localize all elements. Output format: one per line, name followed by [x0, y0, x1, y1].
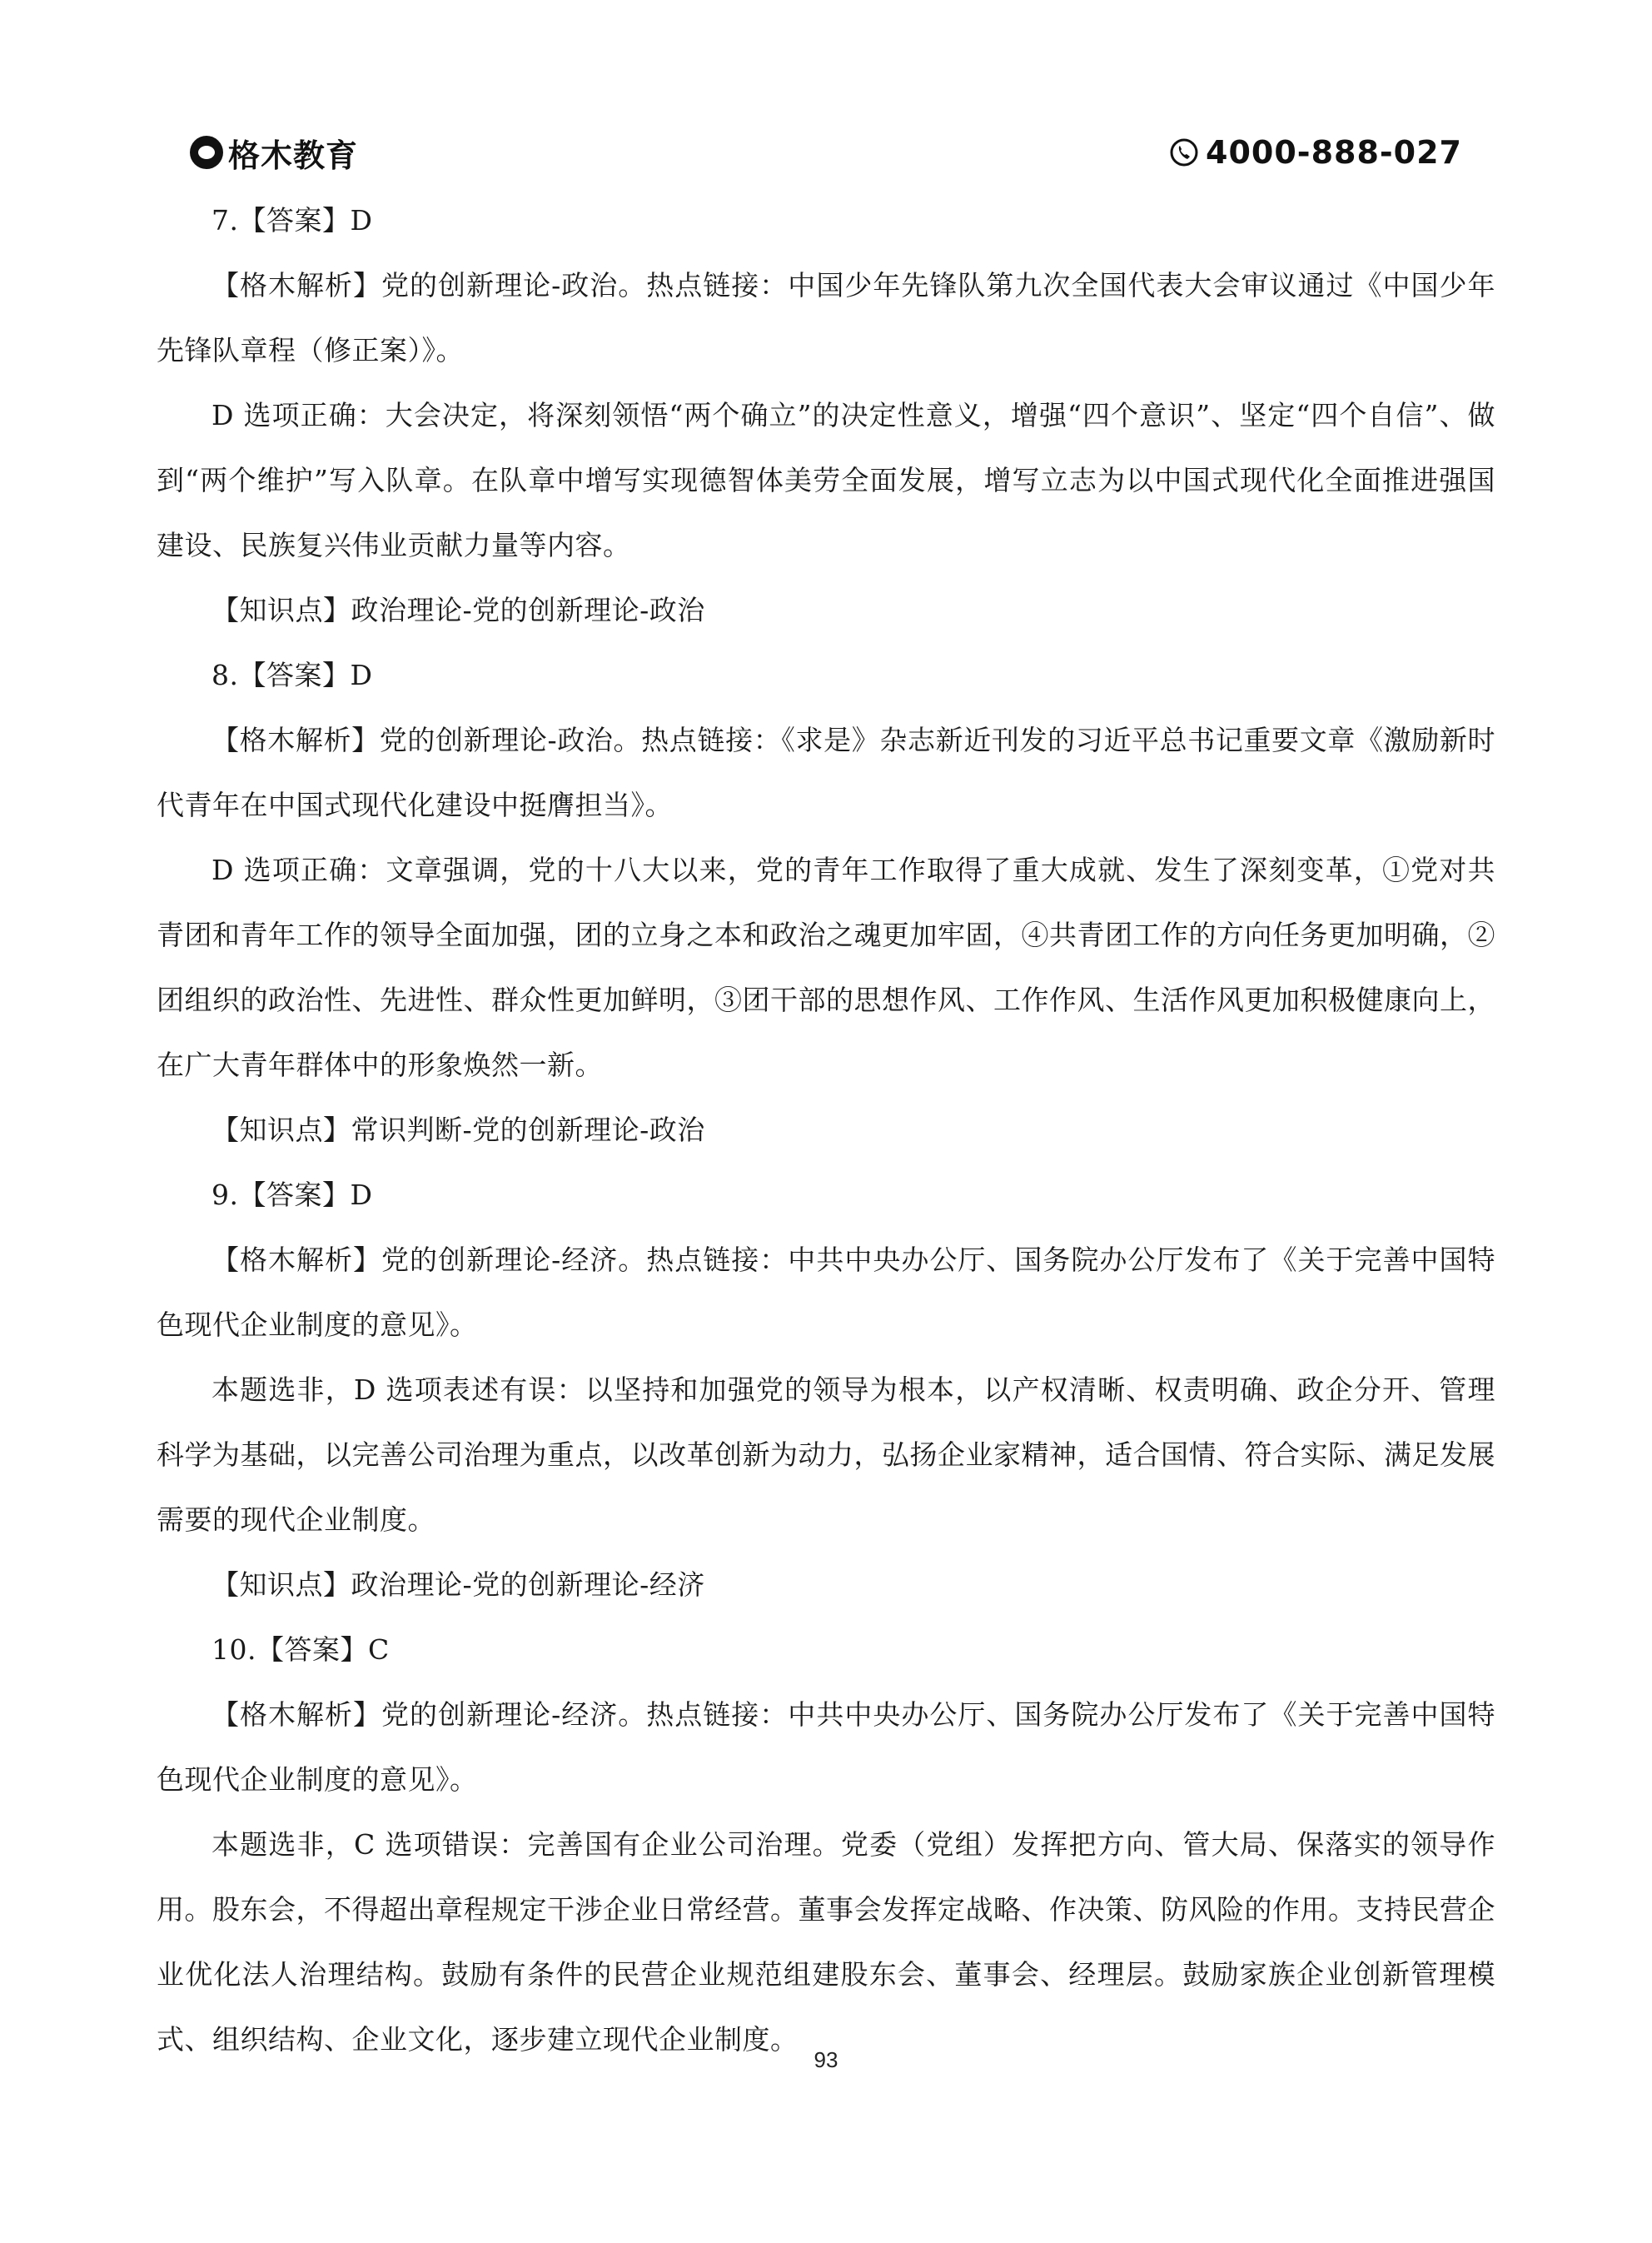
answer-7-knowledge-point: 【知识点】政治理论-党的创新理论-政治 [211, 594, 705, 626]
page-header [0, 0, 1652, 192]
answer-7-analysis: 【格木解析】党的创新理论-政治。热点链接：中国少年先锋队第九次全国代表大会审议通过《中国少年先锋队章程（修正案）》。 [157, 269, 1495, 366]
answer-8-explanation: D 选项正确：文章强调，党的十八大以来，党的青年工作取得了重大成就、发生了深刻变革，①党对共青团和青年工作的领导全面加强，团的立身之本和政治之魂更加牢固，④共青团工作的方向任务更加明确，②团组织的政治性、先进性、群众性更加鲜明，③团干部的思想作风、工作作风、生活作风更加积极健康向上，在广大青年群体中的形象焕然一新。 [157, 854, 1495, 1081]
answer-10-heading: 10.【答案】C [211, 1633, 390, 1666]
answer-8-analysis: 【格木解析】党的创新理论-政治。热点链接：《求是》杂志新近刊发的习近平总书记重要文章《激励新时代青年在中国式现代化建设中挺膺担当》。 [157, 724, 1495, 821]
phone-icon [1169, 137, 1199, 167]
page-number: 93 [814, 2047, 838, 2072]
answer-9-explanation: 本题选非，D 选项表述有误：以坚持和加强党的领导为根本，以产权清晰、权责明确、政企分开、管理科学为基础，以完善公司治理为重点，以改革创新为动力，弘扬企业家精神，适合国情、符合实际、满足发展需要的现代企业制度。 [157, 1373, 1495, 1536]
document-body [157, 188, 1495, 2072]
phone-number: 4000-888-027 [1206, 134, 1462, 171]
answer-8-heading: 8.【答案】D [211, 659, 373, 691]
logo-icon [190, 136, 223, 169]
answer-9-heading: 9.【答案】D [211, 1179, 373, 1211]
answer-8-knowledge-point: 【知识点】常识判断-党的创新理论-政治 [211, 1114, 705, 1146]
answer-7-explanation: D 选项正确：大会决定，将深刻领悟“两个确立”的决定性意义，增强“四个意识”、坚定“四个自信”、做到“两个维护”写入队章。在队章中增写实现德智体美劳全面发展，增写立志为以中国式现代化全面推进强国建设、民族复兴伟业贡献力量等内容。 [157, 399, 1495, 561]
phone-contact [1169, 129, 1462, 176]
answer-7-heading: 7.【答案】D [211, 204, 373, 237]
answer-10-explanation: 本题选非，C 选项错误：完善国有企业公司治理。党委（党组）发挥把方向、管大局、保落实的领导作用。股东会，不得超出章程规定干涉企业日常经营。董事会发挥定战略、作决策、防风险的作用。支持民营企业优化法人治理结构。鼓励有条件的民营企业规范组建股东会、董事会、经理层。鼓励家族企业创新管理模式、组织结构、企业文化，逐步建立现代企业制度。 [157, 1828, 1495, 2056]
answer-10-analysis: 【格木解析】党的创新理论-经济。热点链接：中共中央办公厅、国务院办公厅发布了《关于完善中国特色现代企业制度的意见》。 [157, 1698, 1495, 1796]
brand-logo [190, 129, 358, 176]
logo-text: 格木教育 [228, 137, 359, 174]
answer-9-analysis: 【格木解析】党的创新理论-经济。热点链接：中共中央办公厅、国务院办公厅发布了《关于完善中国特色现代企业制度的意见》。 [157, 1244, 1495, 1341]
answer-9-knowledge-point: 【知识点】政治理论-党的创新理论-经济 [211, 1568, 705, 1601]
